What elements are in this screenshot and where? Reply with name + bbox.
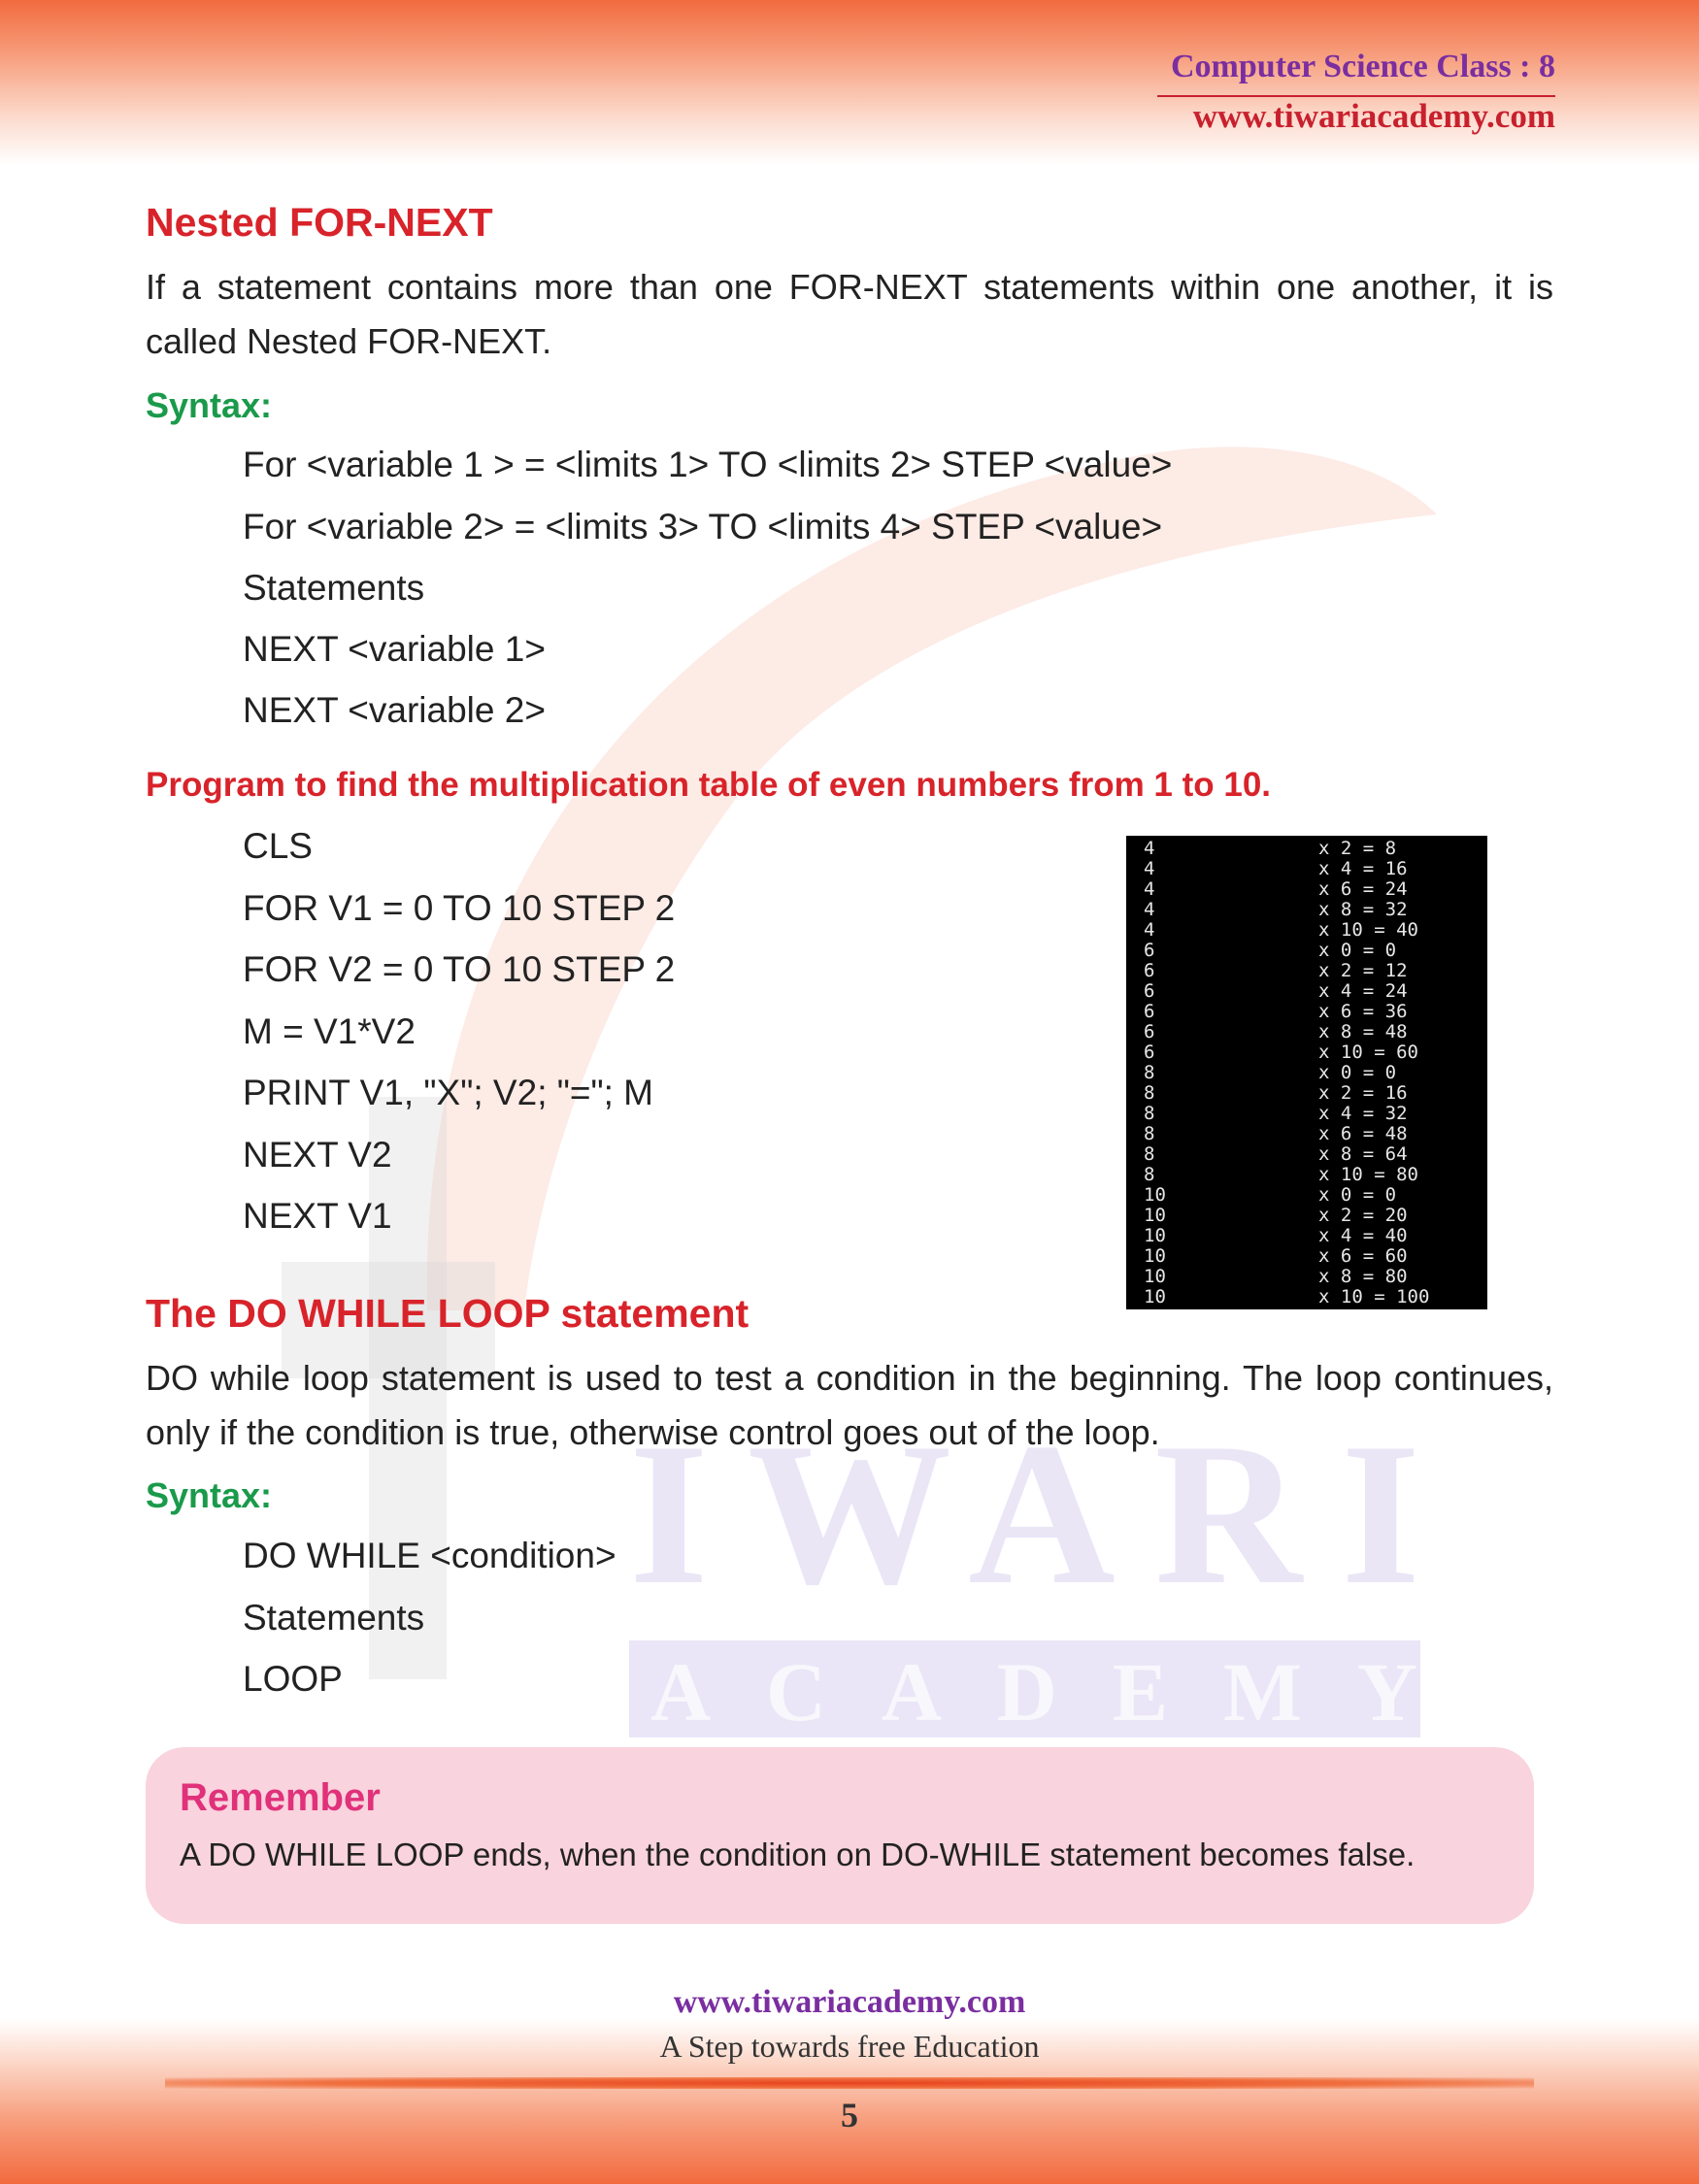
section-paragraph-nested-for-next: If a statement contains more than one FOR-NEXT statements within one another, it is called Nested FOR-NEXT. [146,267,1553,361]
console-multiplicand: 4 [1144,919,1155,941]
header-title: Computer Science Class : 8 [1171,49,1555,84]
console-product: x 10 = 60 [1318,1042,1418,1063]
console-product: x 0 = 0 [1318,1184,1397,1206]
code-line: M = V1*V2 [243,1011,416,1051]
console-product: x 8 = 48 [1318,1021,1408,1042]
console-row [1126,900,1487,920]
footer-url-link[interactable]: www.tiwariacademy.com [673,1984,1026,2020]
console-product: x 10 = 40 [1318,919,1418,941]
syntax-line: NEXT <variable 1> [243,629,546,669]
console-multiplicand: 8 [1144,1143,1155,1165]
console-multiplicand: 4 [1144,858,1155,879]
console-row [1126,941,1487,961]
code-line: FOR V1 = 0 TO 10 STEP 2 [243,888,676,928]
header-url-link[interactable]: www.tiwariacademy.com [1192,97,1555,135]
console-row [1126,920,1487,941]
console-row [1126,1002,1487,1022]
console-product: x 10 = 80 [1318,1164,1418,1185]
syntax-line: For <variable 2> = <limits 3> TO <limits 4> STEP <value> [243,507,1163,546]
console-multiplicand: 6 [1144,1021,1155,1042]
console-row [1126,1287,1487,1307]
section-heading-do-while: The DO WHILE LOOP statement [146,1291,750,1336]
console-multiplicand: 10 [1144,1266,1166,1287]
code-line: FOR V2 = 0 TO 10 STEP 2 [243,949,676,989]
code-line: NEXT V2 [243,1135,392,1175]
console-row [1126,1267,1487,1287]
syntax-label: Syntax: [146,1475,273,1515]
remember-text: A DO WHILE LOOP ends, when the condition on DO-WHILE statement becomes false. [180,1837,1416,1872]
console-multiplicand: 6 [1144,960,1155,981]
code-line: CLS [243,826,313,866]
console-product: x 6 = 36 [1318,1001,1408,1022]
watermark-word-academy: ACADEMY [650,1645,1417,1738]
syntax-line: For <variable 1 > = <limits 1> TO <limits 2> STEP <value> [243,445,1173,484]
console-product: x 2 = 8 [1318,838,1397,859]
footer-divider [165,2077,1534,2089]
syntax-line: Statements [243,568,425,608]
console-row [1126,1165,1487,1185]
section-heading-nested-for-next: Nested FOR-NEXT [146,200,493,245]
syntax-line: LOOP [243,1659,343,1699]
console-multiplicand: 10 [1144,1286,1166,1307]
console-multiplicand: 10 [1144,1184,1166,1206]
code-line: PRINT V1, "X"; V2; "="; M [243,1073,654,1112]
footer-tagline: A Step towards free Education [659,2029,1040,2064]
console-multiplicand: 6 [1144,980,1155,1002]
console-row [1126,1063,1487,1083]
syntax-line: NEXT <variable 2> [243,690,546,730]
console-multiplicand: 8 [1144,1103,1155,1124]
console-multiplicand: 8 [1144,1082,1155,1104]
console-multiplicand: 8 [1144,1123,1155,1144]
console-multiplicand: 8 [1144,1062,1155,1083]
console-multiplicand: 10 [1144,1225,1166,1246]
console-row [1126,1246,1487,1267]
console-multiplicand: 4 [1144,878,1155,900]
console-multiplicand: 6 [1144,940,1155,961]
console-multiplicand: 10 [1144,1245,1166,1267]
section-paragraph-do-while: DO while loop statement is used to test a condition in the beginning. The loop continues, only if the condition is true, otherwise control goes out of the loop. [146,1358,1553,1452]
syntax-label: Syntax: [146,385,273,425]
console-output-screenshot [1126,836,1487,1309]
console-product: x 2 = 12 [1318,960,1408,981]
console-row [1126,981,1487,1002]
program-title: Program to find the multiplication table of even numbers from 1 to 10. [146,766,1272,804]
console-product: x 2 = 20 [1318,1205,1408,1226]
console-product: x 0 = 0 [1318,940,1397,961]
console-row [1126,1226,1487,1246]
console-multiplicand: 8 [1144,1164,1155,1185]
console-row [1126,1083,1487,1104]
console-product: x 8 = 64 [1318,1143,1408,1165]
console-row [1126,1124,1487,1144]
console-row [1126,1144,1487,1165]
remember-box [146,1747,1534,1924]
console-product: x 6 = 24 [1318,878,1408,900]
console-row [1126,1206,1487,1226]
console-multiplicand: 6 [1144,1042,1155,1063]
page-number: 5 [841,2096,858,2134]
remember-title: Remember [180,1776,381,1819]
console-row [1126,1022,1487,1042]
console-product: x 8 = 80 [1318,1266,1408,1287]
console-row [1126,839,1487,859]
console-multiplicand: 6 [1144,1001,1155,1022]
console-product: x 4 = 16 [1318,858,1408,879]
console-product: x 6 = 60 [1318,1245,1408,1267]
console-row [1126,859,1487,879]
syntax-line: Statements [243,1598,425,1638]
console-product: x 4 = 32 [1318,1103,1408,1124]
console-product: x 8 = 32 [1318,899,1408,920]
console-row [1126,879,1487,900]
console-multiplicand: 10 [1144,1205,1166,1226]
console-row [1126,961,1487,981]
console-product: x 4 = 40 [1318,1225,1408,1246]
console-product: x 10 = 100 [1318,1286,1430,1307]
console-product: x 6 = 48 [1318,1123,1408,1144]
console-product: x 4 = 24 [1318,980,1408,1002]
watermark-word-iwari: IWARI [629,1402,1420,1627]
console-multiplicand: 4 [1144,838,1155,859]
syntax-line: DO WHILE <condition> [243,1536,616,1575]
console-product: x 0 = 0 [1318,1062,1397,1083]
console-row [1126,1104,1487,1124]
console-row [1126,1042,1487,1063]
code-line: NEXT V1 [243,1196,392,1236]
console-row [1126,1185,1487,1206]
console-multiplicand: 4 [1144,899,1155,920]
console-product: x 2 = 16 [1318,1082,1408,1104]
